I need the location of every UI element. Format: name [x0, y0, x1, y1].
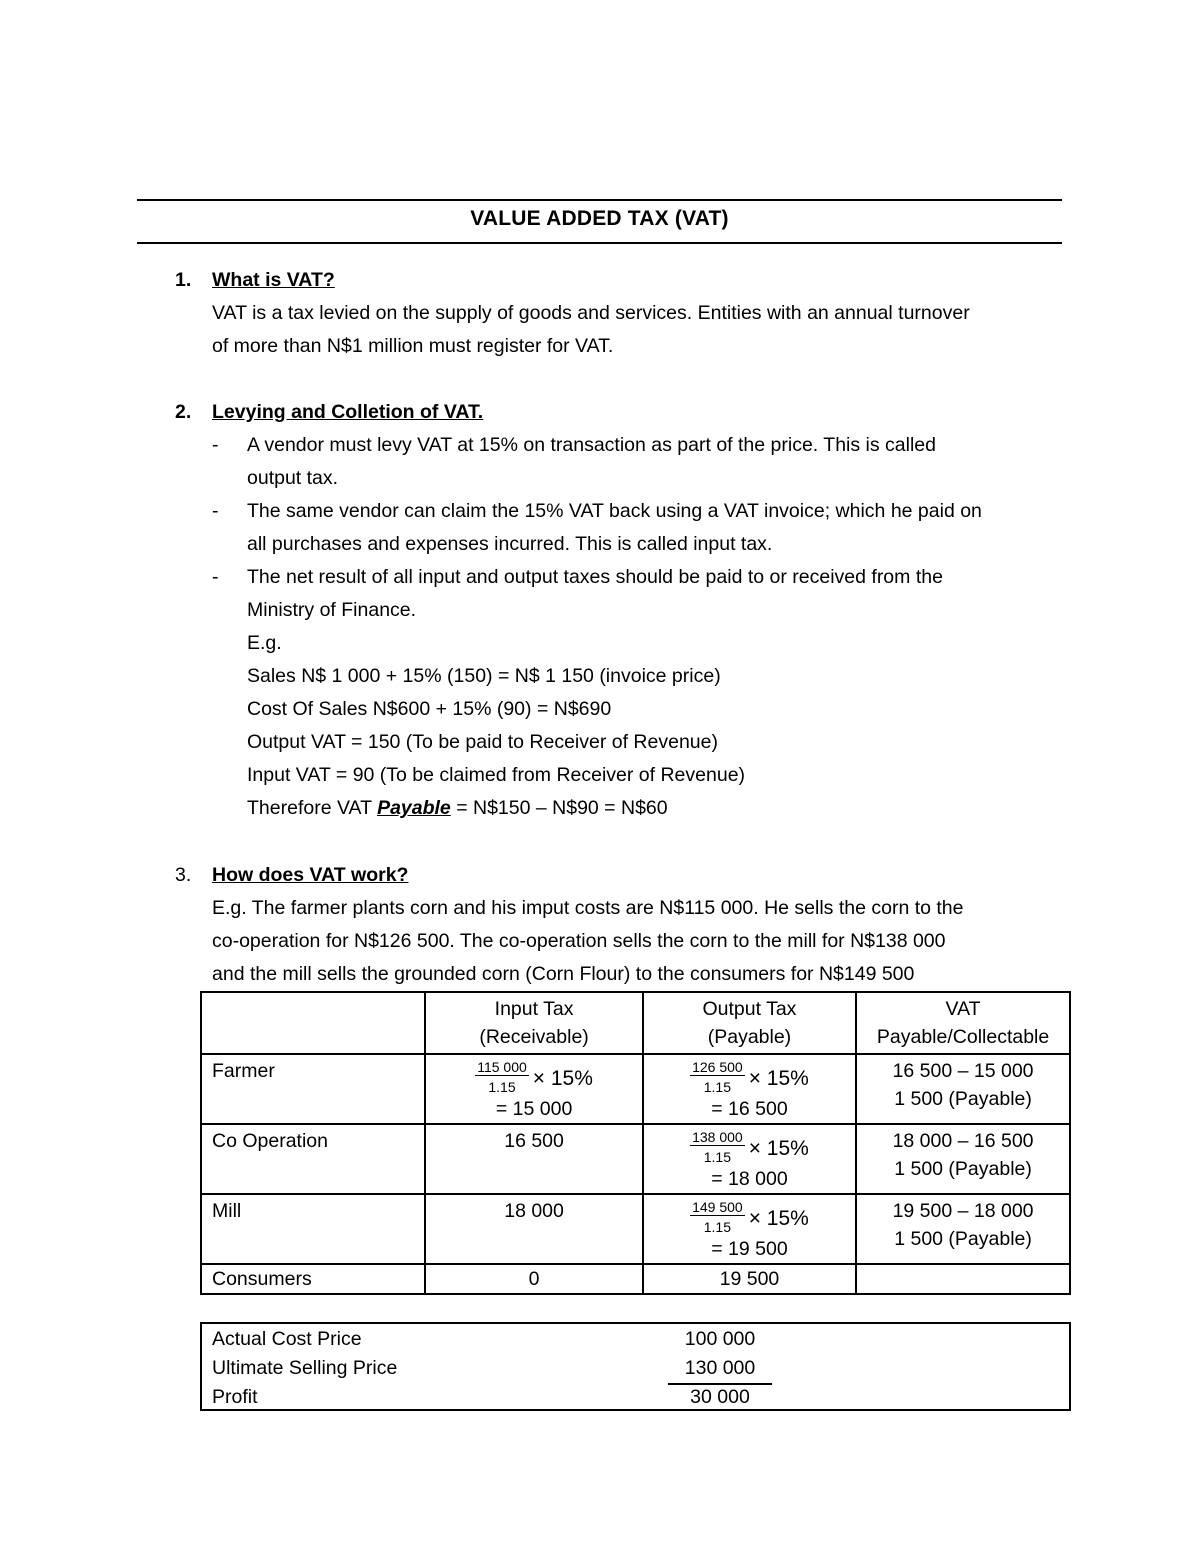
section-1-text-line: of more than N$1 million must register for VAT.	[212, 335, 614, 357]
header-text: VAT	[945, 998, 981, 1020]
header-text: Payable/Collectable	[876, 1026, 1050, 1048]
header-text: Output Tax	[702, 998, 797, 1020]
example-line: E.g.	[247, 632, 282, 654]
bullet-text-line: A vendor must levy VAT at 15% on transaction as part of the price. This is called	[247, 434, 936, 456]
input-tax-cell: 0	[425, 1264, 642, 1294]
vat-table	[200, 991, 1071, 1295]
section-1-heading: What is VAT?	[212, 269, 335, 291]
title-top-rule	[137, 199, 1062, 201]
therefore-suffix: = N$150 – N$90 = N$60	[450, 797, 668, 819]
therefore-line	[247, 795, 668, 821]
vat-line: 19 500 – 18 000	[892, 1200, 1034, 1222]
bullet-dash: -	[212, 500, 219, 522]
example-line: Input VAT = 90 (To be claimed from Receiver of Revenue)	[247, 764, 746, 786]
profit-row-value: 130 000	[684, 1357, 756, 1379]
calc-result: = 15 000	[495, 1098, 573, 1120]
payable-emphasis: Payable	[377, 797, 451, 819]
vat-line: 18 000 – 16 500	[892, 1130, 1034, 1152]
profit-table	[200, 1322, 1071, 1411]
section-3-heading: How does VAT work?	[212, 864, 409, 886]
multiplier: × 15%	[748, 1066, 809, 1090]
fraction	[690, 1059, 745, 1098]
output-tax-cell: 19 500	[643, 1264, 856, 1294]
vat-line: 1 500 (Payable)	[894, 1088, 1032, 1110]
profit-row-label: Actual Cost Price	[212, 1328, 362, 1350]
profit-row-value: 30 000	[690, 1386, 750, 1408]
row-label: Farmer	[201, 1054, 425, 1124]
profit-row-label: Profit	[212, 1386, 258, 1408]
table-row	[201, 1124, 1070, 1194]
example-line: Cost Of Sales N$600 + 15% (90) = N$690	[247, 698, 612, 720]
fraction	[690, 1199, 745, 1238]
fraction-calc	[654, 1127, 845, 1168]
fraction-calc	[654, 1057, 845, 1098]
denominator: 1.15	[703, 1219, 731, 1235]
denominator: 1.15	[488, 1079, 516, 1095]
fraction-calc	[436, 1057, 631, 1098]
vat-line: 1 500 (Payable)	[894, 1158, 1032, 1180]
table-row	[201, 1264, 1070, 1294]
therefore-prefix: Therefore VAT	[247, 797, 378, 819]
bullet-text-line: The net result of all input and output taxes should be paid to or received from the	[247, 566, 943, 588]
calc-result: = 19 500	[711, 1238, 788, 1260]
bullet-text-line: all purchases and expenses incurred. This is called input tax.	[247, 533, 773, 555]
row-label: Consumers	[201, 1264, 425, 1294]
header-cell-output-tax	[643, 992, 856, 1054]
example-line: Sales N$ 1 000 + 15% (150) = N$ 1 150 (invoice price)	[247, 665, 721, 687]
bullet-text-line: The same vendor can claim the 15% VAT back using a VAT invoice; which he paid on	[247, 500, 982, 522]
profit-row-value: 100 000	[684, 1328, 756, 1350]
calc-result: = 16 500	[711, 1098, 788, 1120]
vat-line: 16 500 – 15 000	[892, 1060, 1034, 1082]
example-line: Output VAT = 150 (To be paid to Receiver of Revenue)	[247, 731, 718, 753]
bullet-dash: -	[212, 566, 219, 588]
input-tax-cell: 16 500	[425, 1124, 642, 1194]
row-label: Mill	[201, 1194, 425, 1264]
header-text: (Receivable)	[479, 1026, 589, 1048]
table-row	[201, 1054, 1070, 1124]
bullet-text-line: Ministry of Finance.	[247, 599, 417, 621]
input-tax-cell: 18 000	[425, 1194, 642, 1264]
fraction	[475, 1059, 529, 1098]
section-2-number: 2.	[175, 401, 192, 423]
vat-line: 1 500 (Payable)	[894, 1228, 1032, 1250]
numerator: 115 000	[477, 1059, 527, 1075]
section-1-text-line: VAT is a tax levied on the supply of goods and services. Entities with an annual turnover	[212, 302, 970, 324]
section-3-text-line: E.g. The farmer plants corn and his imput costs are N$115 000. He sells the corn to the	[212, 897, 964, 919]
numerator: 138 000	[692, 1129, 743, 1145]
section-1-number: 1.	[175, 269, 192, 291]
output-tax-cell	[643, 1054, 856, 1124]
vat-cell	[856, 1124, 1070, 1194]
table-row	[201, 1194, 1070, 1264]
section-3-number: 3.	[175, 864, 192, 886]
multiplier: × 15%	[748, 1136, 809, 1160]
multiplier: × 15%	[748, 1206, 809, 1230]
numerator: 149 500	[692, 1199, 743, 1215]
numerator: 126 500	[692, 1059, 743, 1075]
denominator: 1.15	[703, 1079, 731, 1095]
table-header-row	[201, 992, 1070, 1054]
vat-cell	[856, 1194, 1070, 1264]
vat-cell	[856, 1264, 1070, 1294]
section-3-text-line: and the mill sells the grounded corn (Corn Flour) to the consumers for N$149 500	[212, 963, 915, 985]
vat-cell	[856, 1054, 1070, 1124]
header-cell-empty	[201, 992, 425, 1054]
multiplier: × 15%	[532, 1066, 593, 1090]
page-title: VALUE ADDED TAX (VAT)	[470, 207, 729, 230]
output-tax-cell	[643, 1194, 856, 1264]
header-cell-input-tax	[425, 992, 642, 1054]
title-bottom-rule	[137, 242, 1062, 244]
bullet-dash: -	[212, 434, 219, 456]
fraction	[690, 1129, 745, 1168]
calc-result: = 18 000	[711, 1168, 788, 1190]
section-3-text-line: co-operation for N$126 500. The co-operation sells the corn to the mill for N$138 000	[212, 930, 946, 952]
profit-row-label: Ultimate Selling Price	[212, 1357, 398, 1379]
header-text: Input Tax	[494, 998, 574, 1020]
fraction-calc	[654, 1197, 845, 1238]
section-2-heading: Levying and Colletion of VAT.	[212, 401, 484, 423]
header-cell-vat	[856, 992, 1070, 1054]
input-tax-cell	[425, 1054, 642, 1124]
bullet-text-line: output tax.	[247, 467, 339, 489]
header-text: (Payable)	[707, 1026, 792, 1048]
row-label: Co Operation	[201, 1124, 425, 1194]
denominator: 1.15	[703, 1149, 731, 1165]
output-tax-cell	[643, 1124, 856, 1194]
